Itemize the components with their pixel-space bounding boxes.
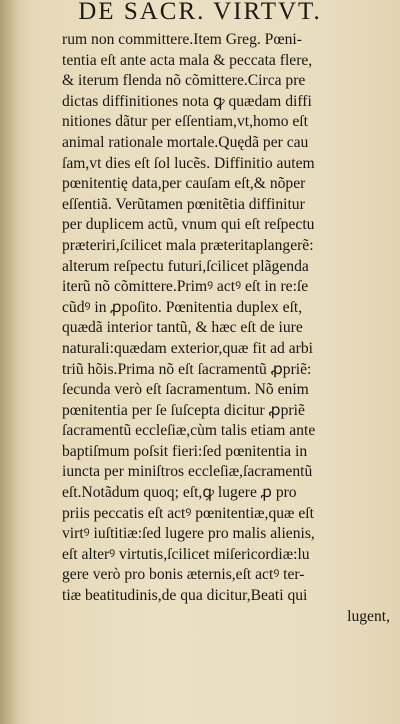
text-line: iterũ nõ cõmittere.Primꝰ actꝰ eſt in re:ſe	[62, 278, 309, 296]
text-line: baptiſmum poſsit fieri:ſed pœnitentia in	[62, 442, 308, 460]
text-line: animal rationale mortale.Quędã per cau	[62, 133, 309, 151]
text-line: præteriri,ſcilicet mala præteritaplangerẽ:	[62, 236, 314, 254]
text-line: eſt alterꝰ virtutis,ſcilicet miſericordiæ:lu	[62, 545, 310, 563]
text-line: eſt.Notãdum quoq; eſt,ꝙ lugere ꝓ pro	[62, 484, 297, 502]
text-line: tentia eſt ante acta mala & peccata flere,	[62, 51, 313, 69]
text-line: ſacramentũ eccleſiæ,cùm talis etiam ante	[62, 422, 316, 440]
text-line: rum non committere.Item Greg. Pœni-	[62, 31, 302, 48]
text-line: gere verò pro bonis æternis,eſt actꝰ ter-	[62, 566, 305, 584]
text-line: nitiones dãtur per eſſentiam,vt,homo eſt	[62, 113, 308, 131]
text-line: naturali:quædam exterior,quæ fit ad arbi	[62, 339, 313, 357]
text-line: iuncta per miniſtros eccleſiæ,ſacramentũ	[62, 463, 313, 481]
body-text	[62, 30, 392, 627]
text-line: pœnitentię data,per cauſam eſt,& nõper	[62, 175, 306, 193]
text-line: cũdꝰ in ꝓpoſito. Pœnitentia duplex eſt,	[62, 298, 303, 316]
gutter-shadow	[0, 0, 18, 724]
text-line: quædã interior tantũ, & hæc eſt de iure	[62, 319, 303, 337]
text-line: alterum reſpectu futuri,ſcilicet plãgenda	[62, 257, 309, 275]
text-line: per duplicem actũ, vnum qui eſt reſpectu	[62, 216, 315, 234]
running-header: DE SACR. VIRTVT.	[78, 0, 322, 25]
text-line: pœnitentia per ſe ſuſcepta dicitur ꝓpriẽ	[62, 401, 305, 419]
text-line: & iterum flenda nõ cõmittere.Circa pre	[62, 72, 306, 90]
catchword: lugent,	[347, 607, 390, 625]
text-line: ſecunda verò eſt ſacramentum. Nõ enim	[62, 381, 309, 399]
text-line: dictas diffinitiones nota ꝙ quædam diffi	[62, 92, 312, 110]
text-line: triũ hõis.Prima nõ eſt ſacramentũ ꝓpriẽ:	[62, 360, 312, 378]
text-line: tiæ beatitudinis,de qua dicitur,Beati qui	[62, 587, 308, 605]
text-line: ſam,vt dies eſt ſol lucẽs. Diffinitio autem	[62, 154, 315, 172]
text-line: priis peccatis eſt actꝰ pœnitentiæ,quæ eſt	[62, 504, 314, 522]
text-line: virtꝰ iuſtitiæ:ſed lugere pro malis alienis,	[62, 525, 315, 543]
text-line: eſſentiã. Verũtamen pœnitẽtia diffinitur	[62, 195, 305, 213]
